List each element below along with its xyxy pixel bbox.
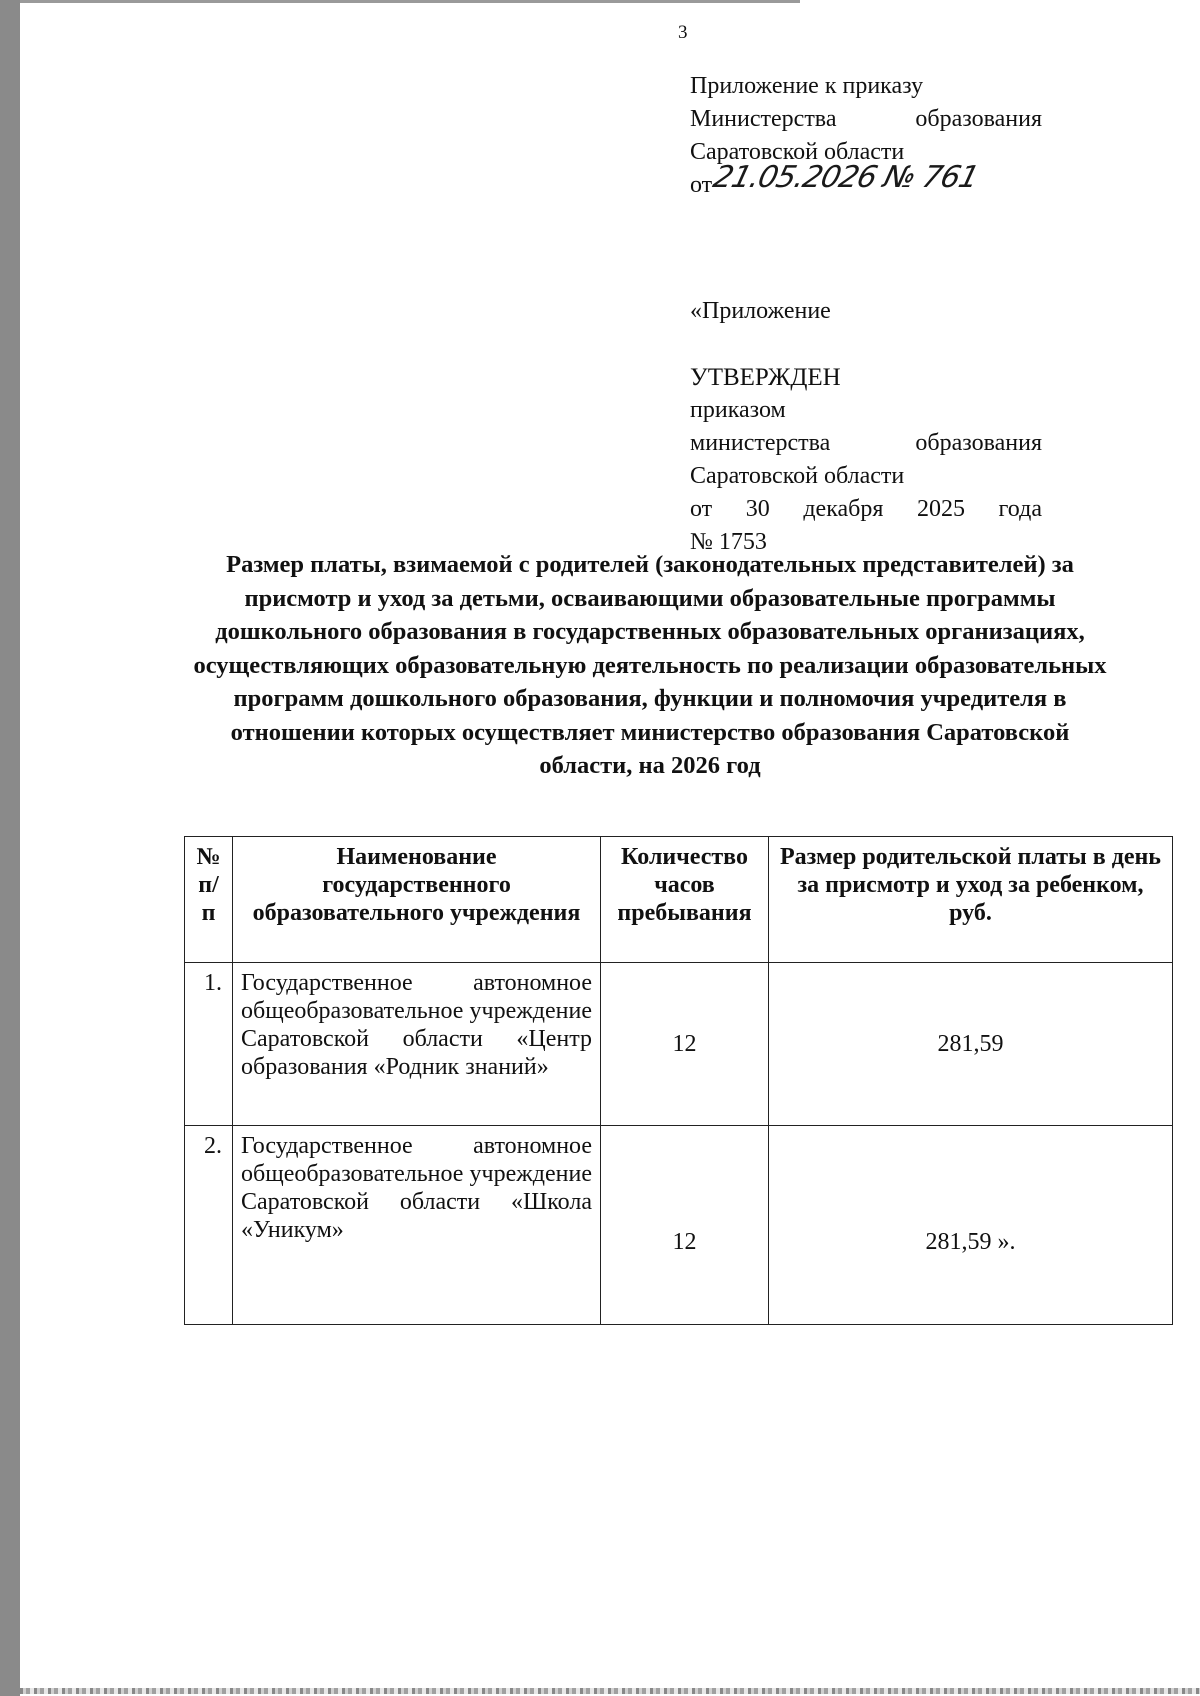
- appendix-header: [690, 70, 1042, 202]
- scan-border-left: [0, 0, 20, 1696]
- approval-line-2: [690, 427, 1042, 460]
- approval-date-word-4: 2025: [916, 496, 965, 522]
- header-hours: Количество часов пребывания: [601, 837, 769, 963]
- approval-date-word-5: года: [998, 496, 1042, 522]
- appendix-line-2-word-1: Министерства: [690, 106, 837, 132]
- appendix-line-2-word-2: образования: [915, 106, 1042, 132]
- table-row: [185, 963, 1173, 1126]
- approval-line-4: [690, 493, 1042, 526]
- approval-line-2-word-1: министерства: [690, 430, 831, 456]
- header-name: Наименование государственного образовательного учреждения: [233, 837, 601, 963]
- approval-line-3: Саратовской области: [690, 463, 905, 489]
- table-row: [185, 1126, 1173, 1325]
- table-header-row: [185, 837, 1173, 963]
- hours-value: 12: [601, 963, 769, 1126]
- spacer: [690, 328, 1042, 361]
- document-page: [20, 0, 1200, 1688]
- document-title: Размер платы, взимаемой с родителей (законодательных представителей) за присмотр и уход за детьми, осваивающими образовательные программы дошкольного образования в государственных образовательных организациях, осуществляющих образовательную деятельность по реализации образовательных программ дошкольного образования, функции и полномочия учредителя в отношении которых осуществляет министерство образования Саратовской области, на 2026 год: [193, 551, 1107, 779]
- date-prefix: от: [690, 172, 713, 198]
- approval-line-1: приказом: [690, 397, 786, 423]
- approval-date-word-2: 30: [745, 496, 770, 522]
- approval-line-5: № 1753: [690, 529, 767, 555]
- header-num: № п/п: [185, 837, 233, 963]
- approval-block: [690, 295, 1042, 559]
- fee-value: 281,59 ».: [769, 1126, 1173, 1325]
- hours-value: 12: [601, 1126, 769, 1325]
- approval-opening: «Приложение: [690, 298, 831, 324]
- appendix-line-3: Саратовской области: [690, 139, 905, 165]
- institution-name: Государственное автономное общеобразовательное учреждение Саратовской области «Центр образования «Родник знаний»: [233, 963, 601, 1126]
- appendix-line-2: [690, 103, 1042, 136]
- approval-line-2-word-2: образования: [915, 430, 1042, 456]
- scan-border-bottom: [20, 1688, 1200, 1694]
- approval-title: УТВЕРЖДЕН: [690, 364, 841, 391]
- appendix-line-1: Приложение к приказу: [690, 73, 924, 99]
- fee-value: 281,59: [769, 963, 1173, 1126]
- fee-table: [184, 836, 1173, 1325]
- row-number: 1.: [185, 963, 233, 1126]
- institution-name: Государственное автономное общеобразовательное учреждение Саратовской области «Школа «Уникум»: [233, 1126, 601, 1325]
- appendix-date-line: [690, 160, 1042, 202]
- header-fee: Размер родительской платы в день за присмотр и уход за ребенком, руб.: [769, 837, 1173, 963]
- approval-date-word-1: от: [690, 496, 713, 522]
- row-number: 2.: [185, 1126, 233, 1325]
- approval-date-word-3: декабря: [803, 496, 884, 522]
- page-number: 3: [678, 22, 688, 43]
- handwritten-date-and-number: 21.05.2026 № 761: [709, 160, 982, 195]
